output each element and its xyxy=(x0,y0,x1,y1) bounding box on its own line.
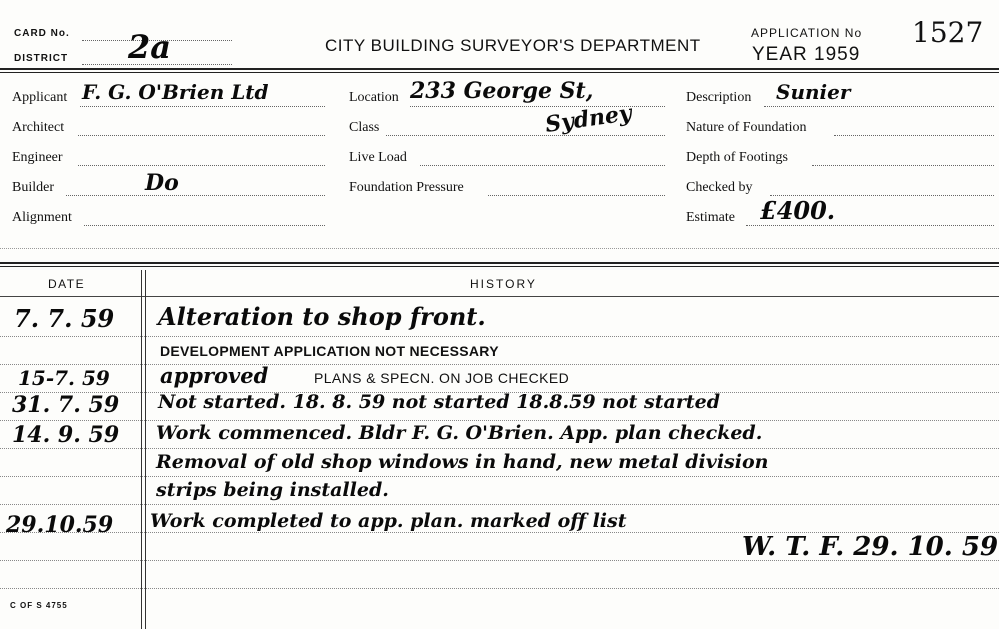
live-load-dotline xyxy=(420,165,665,166)
description-value: Sunier xyxy=(776,80,851,104)
column-divider-inner xyxy=(145,270,146,629)
architect-dotline xyxy=(78,135,325,136)
history-top-rule xyxy=(0,262,999,264)
nature-of-foundation-dotline xyxy=(834,135,994,136)
history-date: 29.10.59 xyxy=(6,512,114,538)
applicant-label: Applicant xyxy=(12,90,68,105)
estimate-value: £400. xyxy=(760,196,836,225)
history-ruled-line xyxy=(0,448,999,449)
details-bottom-dotline xyxy=(0,248,999,249)
class-dotline xyxy=(386,135,665,136)
application-number: 1527 xyxy=(912,16,984,49)
depth-of-footings-label: Depth of Footings xyxy=(686,150,788,165)
development-stamp: DEVELOPMENT APPLICATION NOT NECESSARY xyxy=(160,343,499,359)
application-no-label: APPLICATION No xyxy=(751,26,863,40)
history-column-header: HISTORY xyxy=(470,277,537,291)
alignment-dotline xyxy=(84,225,325,226)
district-label: DISTRICT xyxy=(14,53,69,64)
foundation-pressure-dotline xyxy=(488,195,665,196)
history-date: 31. 7. 59 xyxy=(12,392,120,418)
location-line2: Sydney xyxy=(543,100,634,138)
approval-stamp: PLANS & SPECN. ON JOB CHECKED xyxy=(314,370,570,386)
builder-dotline xyxy=(66,195,325,196)
estimate-label: Estimate xyxy=(686,210,735,225)
district-value: 2a xyxy=(128,28,171,66)
builder-label: Builder xyxy=(12,180,54,195)
estimate-dotline xyxy=(746,225,994,226)
history-entry-text-cont: strips being installed. xyxy=(156,479,389,501)
architect-label: Architect xyxy=(12,120,65,135)
live-load-label: Live Load xyxy=(349,150,407,165)
history-ruled-line xyxy=(0,420,999,421)
applicant-dotline xyxy=(80,106,325,107)
history-entry-text: Alteration to shop front. xyxy=(158,302,486,331)
history-header-rule xyxy=(0,296,999,297)
builder-value: Do xyxy=(145,170,179,196)
history-date: 7. 7. 59 xyxy=(14,304,115,333)
history-ruled-line xyxy=(0,476,999,477)
alignment-label: Alignment xyxy=(12,210,72,225)
depth-of-footings-dotline xyxy=(812,165,994,166)
history-entry-text: Not started. 18. 8. 59 not started 18.8.59 not started xyxy=(158,391,720,413)
class-label: Class xyxy=(349,120,380,135)
department-title: CITY BUILDING SURVEYOR'S DEPARTMENT xyxy=(325,36,701,55)
header-rule-thin xyxy=(0,72,999,73)
applicant-value: F. G. O'Brien Ltd xyxy=(82,80,269,104)
nature-of-foundation-label: Nature of Foundation xyxy=(686,120,807,135)
column-divider xyxy=(141,270,142,629)
checked-by-label: Checked by xyxy=(686,180,753,195)
inspector-signature: W. T. F. 29. 10. 59 xyxy=(742,532,999,562)
history-ruled-line xyxy=(0,588,999,589)
engineer-dotline xyxy=(78,165,325,166)
engineer-label: Engineer xyxy=(12,150,63,165)
location-line1: 233 George St, xyxy=(410,78,594,104)
history-top-rule-thin xyxy=(0,266,999,267)
description-label: Description xyxy=(686,90,752,105)
foundation-pressure-label: Foundation Pressure xyxy=(349,180,464,195)
year-label: YEAR 1959 xyxy=(752,44,861,65)
date-column-header: DATE xyxy=(48,277,86,291)
history-entry-text: approved xyxy=(160,363,269,388)
header-rule xyxy=(0,68,999,70)
history-entry-text: Work completed to app. plan. marked off list xyxy=(150,510,627,532)
history-ruled-line xyxy=(0,364,999,365)
history-entry-text: Work commenced. Bldr F. G. O'Brien. App. plan checked. xyxy=(156,422,763,444)
card-no-label: CARD No. xyxy=(14,28,70,39)
history-date: 14. 9. 59 xyxy=(12,422,120,448)
history-entry-text-cont: Removal of old shop windows in hand, new metal division xyxy=(156,451,769,473)
history-ruled-line xyxy=(0,504,999,505)
location-label: Location xyxy=(349,90,399,105)
form-code: C OF S 4755 xyxy=(10,601,68,610)
history-date: 15-7. 59 xyxy=(18,366,110,390)
history-ruled-line xyxy=(0,336,999,337)
description-dotline xyxy=(764,106,994,107)
